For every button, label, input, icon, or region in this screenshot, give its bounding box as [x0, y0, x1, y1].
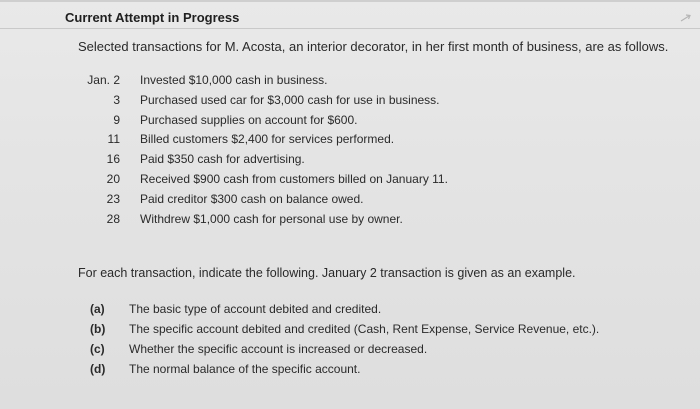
- transaction-date: 28: [106, 211, 120, 226]
- expand-arrow-icon[interactable]: [680, 13, 694, 23]
- requirement-text: Whether the specific account is increased or decreased.: [129, 342, 428, 356]
- header-divider: [0, 28, 700, 29]
- requirement-letter: (c): [90, 342, 105, 356]
- requirement-text: The basic type of account debited and credited.: [129, 302, 382, 316]
- transaction-description: Paid creditor $300 cash on balance owed.: [140, 191, 364, 206]
- problem-intro: Selected transactions for M. Acosta, an interior decorator, in her first month of business, are as follows.: [78, 39, 669, 54]
- transaction-description: Invested $10,000 cash in business.: [140, 73, 328, 87]
- transaction-description: Purchased used car for $3,000 cash for use in business.: [140, 92, 440, 107]
- transaction-date: 20: [106, 171, 120, 186]
- requirement-letter: (d): [90, 362, 106, 376]
- transaction-description: Paid $350 cash for advertising.: [140, 152, 305, 167]
- attempt-status-title: Current Attempt in Progress: [65, 10, 240, 25]
- transaction-date: 11: [107, 132, 120, 147]
- transaction-description: Billed customers $2,400 for services performed.: [140, 132, 395, 147]
- problem-instruction: For each transaction, indicate the following. January 2 transaction is given as an example.: [78, 266, 576, 280]
- transaction-date: Jan. 2: [87, 73, 120, 87]
- requirement-text: The specific account debited and credited (Cash, Rent Expense, Service Revenue, etc.).: [129, 322, 600, 336]
- requirement-text: The normal balance of the specific account.: [129, 362, 361, 376]
- transaction-description: Withdrew $1,000 cash for personal use by owner.: [140, 211, 403, 226]
- transaction-date: 3: [113, 92, 120, 107]
- requirement-letter: (a): [90, 302, 105, 316]
- transaction-date: 16: [106, 152, 120, 167]
- transaction-date: 23: [106, 191, 120, 206]
- transaction-description: Received $900 cash from customers billed on January 11.: [140, 171, 448, 186]
- transaction-description: Purchased supplies on account for $600.: [140, 112, 358, 127]
- requirement-letter: (b): [90, 322, 106, 336]
- transaction-date: 9: [113, 112, 120, 127]
- header-bar: [0, 2, 700, 28]
